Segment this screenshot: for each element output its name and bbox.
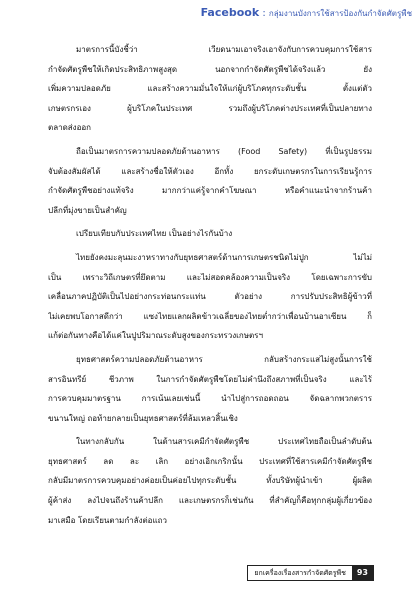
text-line: ไม่เคยพบโอกาสดีกว่า แซงไทยแลกผลิตข้าวเฉลี่ยของไทยต่ำกว่าเพื่อนบ้านอาเซียน ก็ bbox=[48, 311, 372, 321]
book-title: ยกเครื่องเรื่องสารกำจัดศัตรูพืช bbox=[254, 569, 346, 577]
text-line: จับต้องสัมผัสได้ และสร้างชื่อให้ตัวเอง อีกทั้ง ยกระดับเกษตรกรในการเรียนรู้การ bbox=[48, 166, 372, 176]
facebook-label: Facebook bbox=[200, 6, 260, 19]
text-line: เพิ่มความปลอดภัย และสร้างความมั่นใจให้แก่ผู้บริโภคทุกระดับชั้น ตั้งแต่ตัว bbox=[48, 84, 372, 94]
text-line: ขนานใหญ่ ถอท้ายกลายเป็นยุทธศาสตร์ที่ล้มเหลวสิ้นเชิง bbox=[48, 413, 238, 423]
text-line: ผู้ค้าส่ง ลงไปจนถึงร้านค้าปลีก และเกษตรกรก็เช่นกัน ที่สำคัญก็คือทุกกลุ่มผู้เกี่ยวข้อง bbox=[48, 496, 372, 506]
paragraph bbox=[48, 248, 372, 346]
text-line: กำจัดศัตรูพืชให้เกิดประสิทธิภาพสูงสุด นอกจากกำจัดศัตรูพืชได้จริงแล้ว ยัง bbox=[48, 64, 372, 74]
text-line: มาตรการนี้บังชี้ว่า เวียดนามเอาจริงเอาจังกับการควบคุมการใช้สาร bbox=[76, 45, 372, 54]
text-line: ไทยยังคงมะลุนมะงาหราทางกับยุทธศาสตร์ด้านการเกษตรชนิดไม่ปูก ไม่ไม่ bbox=[76, 252, 372, 262]
text-line: เป็น เพราะวิถีเกษตรที่ยึดตาม และไม่สอดคล้องความเป็นจริง โดยเฉพาะการขับ bbox=[48, 272, 372, 282]
text-line: ปลีกที่มุ่งขายเป็นสำคัญ bbox=[48, 205, 127, 215]
paragraph bbox=[48, 142, 372, 220]
body-text bbox=[48, 40, 372, 534]
paragraph bbox=[48, 40, 372, 138]
text-line: ยุทธศาสตร์ ลด ละ เลิก อย่างเอิกเกริกนั้น ประเทศที่ใช้สารเคมีกำจัดศัตรูพืช bbox=[48, 456, 372, 466]
text-line: เกษตรกรเอง ผู้บริโภคในประเทศ รวมถึงผู้บริโภคต่างประเทศที่เป็นปลายทาง bbox=[48, 103, 372, 113]
page-number: 93 bbox=[352, 566, 373, 580]
text-line: กำจัดศัตรูพืชอย่างแท้จริง มากกว่าแค่รู้จากคำโฆษณา หรือคำแนะนำจากร้านค้า bbox=[48, 186, 372, 196]
paragraph bbox=[48, 224, 372, 244]
text-line: ยุทธศาสตร์ความปลอดภัยด้านอาหาร กลับสร้างกระแสไม่สูงนั้นการใช้ bbox=[76, 354, 372, 364]
paragraph bbox=[48, 432, 372, 530]
paragraph bbox=[48, 350, 372, 428]
text-line: มาเสมือ โดยเรียนตามกำลังต่อแถว bbox=[48, 515, 167, 525]
page-footer bbox=[247, 565, 374, 581]
text-line: การควบคุมมาตรฐาน การเน้นเลยเช่นนี้ นำไปสู่การถอดถอน จัดฉลากพวกตราร bbox=[48, 394, 372, 404]
text-line: แก้ต่อกันทางคือได้แค่ในปูปริมาณระดับสูงของกระทรวงเกษตรฯ bbox=[48, 331, 263, 341]
text-line: ถือเป็นมาตรการความปลอดภัยด้านอาหาร (Food Safety) ที่เป็นรูปธรรม bbox=[76, 146, 372, 156]
facebook-group-name: กลุ่มงานบังการใช้สารป้องกันกำจัดศัตรูพืช bbox=[268, 9, 412, 18]
text-line: ตลาดส่งออก bbox=[48, 123, 92, 133]
text-line: เปรียบเทียบกับประเทศไทย เป็นอย่างไรกันบ้าง bbox=[76, 229, 233, 239]
text-line: ในทางกลับกัน ในด้านสารเคมีกำจัดศัตรูพืช ประเทศไทยถือเป็นลำดับต้น bbox=[76, 437, 372, 447]
header-separator: : bbox=[262, 8, 266, 19]
text-line: เคลื่อนภาคปฏิบัติเป็นไปอย่างกระท่อนกระแท่น ตัวอย่าง การปรับประสิทธิผู้ข้าวที่ bbox=[48, 292, 372, 302]
text-line: สารอินทรีย์ ชีวภาพ ในการกำจัดศัตรูพืชโดยไม่คำนึงถึงสภาพที่เป็นจริง และไร้ bbox=[48, 374, 372, 384]
text-line: กลับมีมาตรการควบคุมอย่างค่อยเป็นค่อยไปทุกระดับชั้น ทั้งบริษัทผู้นำเข้า ผู้ผลิต bbox=[48, 476, 372, 486]
page-header bbox=[201, 6, 412, 20]
